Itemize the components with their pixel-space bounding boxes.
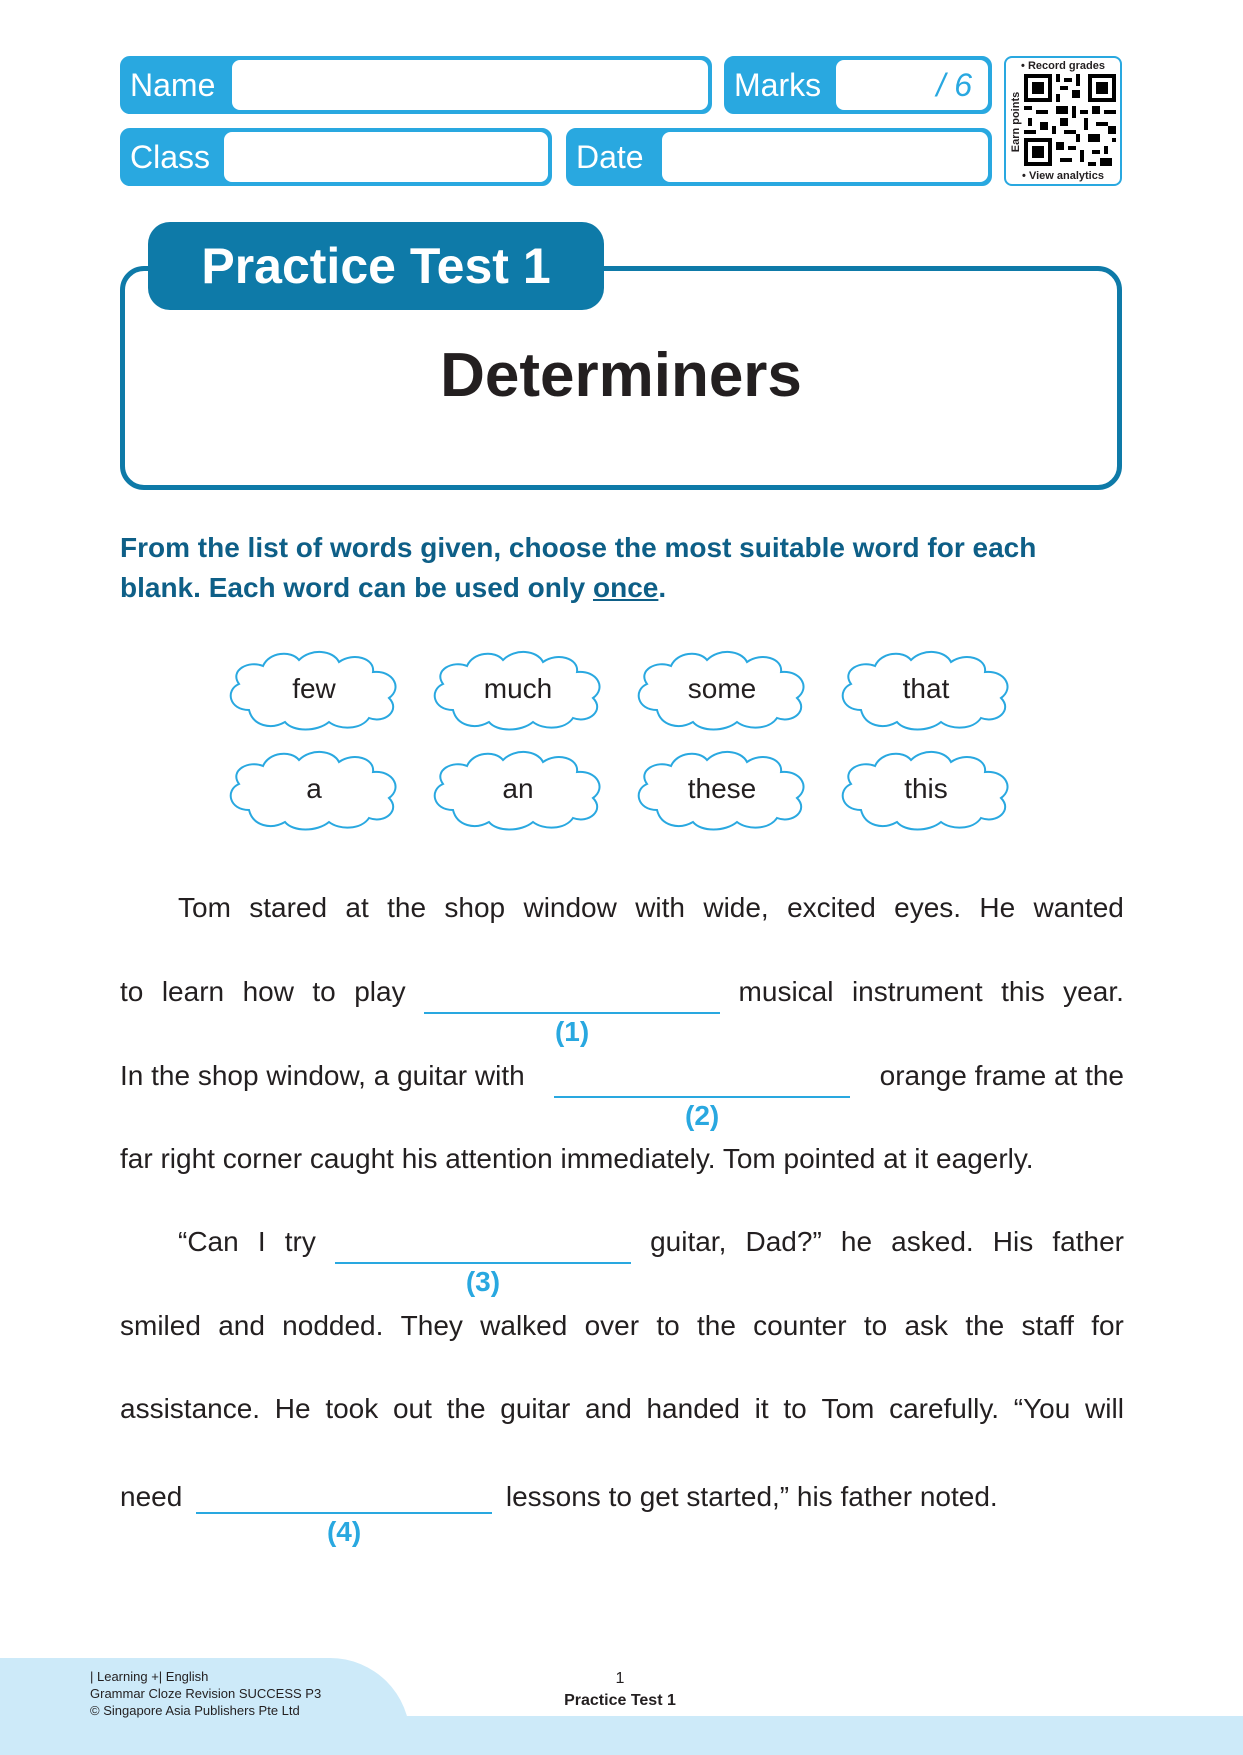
blank-number: (2)	[685, 1100, 720, 1131]
word-cloud	[219, 644, 409, 734]
class-label: Class	[130, 138, 211, 175]
blank-underline	[554, 1096, 850, 1098]
footer-series: | Learning +| English	[90, 1669, 209, 1684]
qr-code-icon	[1024, 74, 1116, 166]
blank-number: (4)	[326, 1516, 362, 1547]
passage-line: In the shop window, a guitar with (2) orange frame at the	[120, 1060, 1124, 1131]
answer-blank-4[interactable]	[196, 1476, 492, 1547]
word-cloud	[831, 644, 1021, 734]
answer-blank-3[interactable]	[335, 1226, 631, 1297]
date-label: Date	[576, 138, 644, 175]
publisher-info	[90, 1668, 321, 1719]
word-option: these	[687, 773, 757, 804]
instructions-text: From the list of words given, choose the most suitable word for each blank. Each word can be used only	[120, 532, 1037, 603]
word-option: some	[687, 673, 757, 704]
date-input[interactable]	[662, 132, 988, 182]
word-cloud	[627, 644, 817, 734]
passage-line: smiled and nodded. They walked over to the counter to ask the staff for	[120, 1310, 1124, 1341]
qr-record-grades: • Record grades	[1021, 60, 1105, 72]
marks-field	[724, 56, 992, 114]
footer-book-title: Grammar Cloze Revision SUCCESS P3	[90, 1686, 322, 1701]
footer-page-title: Practice Test 1	[564, 1692, 676, 1709]
topic-title: Determiners	[440, 341, 802, 410]
instructions-emphasis: once	[593, 572, 659, 603]
word-cloud	[831, 744, 1021, 834]
word-option: this	[904, 773, 948, 804]
word-option: a	[306, 773, 322, 804]
name-input[interactable]	[232, 60, 708, 110]
blank-number: (1)	[554, 1016, 590, 1047]
passage-line: to learn how to play (1) musical instrument this year.	[120, 976, 1124, 1047]
word-option: an	[502, 773, 534, 804]
footer-copyright: © Singapore Asia Publishers Pte Ltd	[90, 1703, 300, 1718]
page-footer	[520, 1668, 720, 1712]
blank-number: (3)	[465, 1266, 501, 1297]
answer-blank-1[interactable]	[424, 976, 720, 1047]
class-input[interactable]	[224, 132, 548, 182]
marks-total: / 6	[936, 66, 972, 103]
word-option: few	[292, 673, 336, 704]
qr-view-analytics: • View analytics	[1022, 170, 1104, 182]
passage-line: far right corner caught his attention immediately. Tom pointed at it eagerly.	[120, 1143, 1034, 1174]
blank-underline	[335, 1262, 631, 1264]
word-option: that	[902, 673, 950, 704]
passage-line: Tom stared at the shop window with wide, excited eyes. He wanted	[178, 892, 1124, 923]
marks-label: Marks	[734, 66, 822, 103]
passage-line: “Can I try (3) guitar, Dad?” he asked. His father	[178, 1226, 1124, 1297]
word-cloud	[423, 744, 613, 834]
word-cloud	[627, 744, 817, 834]
name-field	[120, 56, 712, 114]
marks-input[interactable]	[836, 60, 988, 110]
passage-line: need (4) lessons to get started,” his father noted.	[120, 1476, 1124, 1513]
passage-line: assistance. He took out the guitar and handed it to Tom carefully. “You will	[120, 1393, 1124, 1424]
date-field	[566, 128, 992, 186]
instructions	[120, 528, 1120, 608]
page-number: 1	[615, 1670, 625, 1687]
blank-underline	[196, 1512, 492, 1514]
practice-test-tab: Practice Test 1	[148, 222, 604, 310]
name-label: Name	[130, 66, 216, 103]
instructions-end: .	[658, 572, 667, 603]
blank-underline	[424, 1012, 720, 1014]
answer-blank-2[interactable]	[554, 1060, 850, 1131]
qr-earn-points: Earn points	[1010, 91, 1022, 153]
qr-panel[interactable]	[1004, 56, 1122, 186]
word-cloud	[423, 644, 613, 734]
word-option: much	[483, 673, 553, 704]
class-field	[120, 128, 552, 186]
word-cloud	[219, 744, 409, 834]
